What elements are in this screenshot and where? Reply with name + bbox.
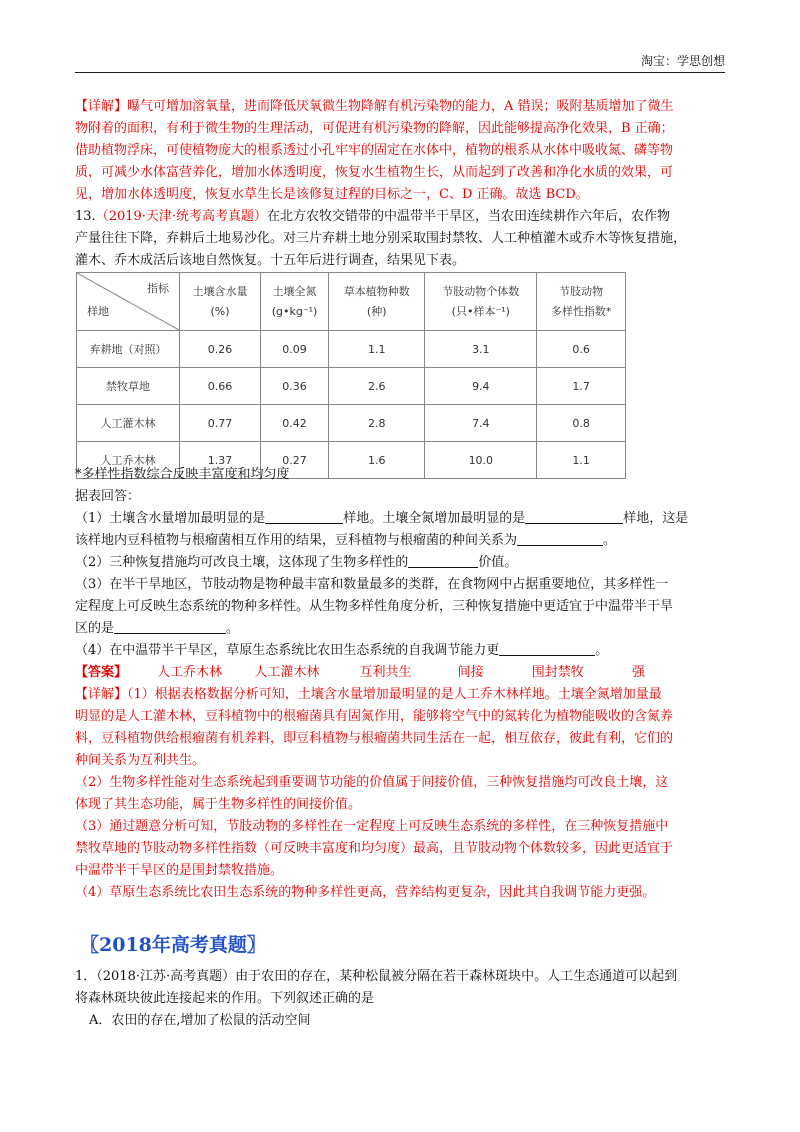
subquestion-1: （1）土壤含水量增加最明显的是 样地。土壤全氮增加最明显的是 样地，这是 (75, 511, 689, 526)
explain-line: （4）草原生态系统比农田生态系统的物种多样性更高，营养结构更复杂，因此其自我调节能力更强。 (75, 885, 656, 900)
answer-blank[interactable] (525, 509, 623, 524)
explain-line: 明显的是人工灌木林，豆科植物中的根瘤菌具有固氮作用，能够将空气中的氮转化为植物能吸收的含氮养 (75, 709, 674, 724)
explanation (75, 684, 723, 904)
table-row (77, 405, 626, 442)
corner-top-label: 指标 (147, 282, 169, 295)
table-cell: 0.66 (180, 368, 261, 405)
data-table (76, 272, 626, 479)
table-cell: 0.09 (261, 331, 329, 368)
subquestion-4: （4）在中温带半干旱区，草原生态系统比农田生态系统的自我调节能力更 。 (75, 643, 609, 658)
subquestion-3: （3）在半干旱地区，节肢动物是物种最丰富和数量最多的类群，在食物网中占据重要地位，其多样性一 (75, 577, 669, 592)
table-cell: 人工乔木林 (77, 442, 180, 479)
table-cell: 10.0 (425, 442, 537, 479)
table-cell: 0.77 (180, 405, 261, 442)
table-cell: 1.1 (329, 331, 425, 368)
explain-line: 种间关系为互利共生。 (75, 753, 206, 768)
answer-blank[interactable] (265, 509, 343, 524)
question-13-stem (75, 206, 723, 272)
prev-explain-line: 借助植物浮床，可使植物庞大的根系透过小孔牢牢的固定在水体中，植物的根系从水体中吸收氮、磷等物 (75, 143, 674, 158)
table-cell: 1.1 (537, 442, 626, 479)
answer-item: 间接 (457, 665, 484, 680)
stem-line: 灌木、乔木成活后该地自然恢复。十五年后进行调查，结果见下表。 (75, 253, 466, 268)
stem-line (75, 206, 723, 228)
table-cell: 1.37 (180, 442, 261, 479)
header-source: 淘宝：学思创想 (640, 54, 725, 68)
explain-line: （3）通过题意分析可知，节肢动物的多样性在一定程度上可反映生态系统的多样性，在三种恢复措施中 (75, 819, 669, 834)
table-cell: 0.36 (261, 368, 329, 405)
column-header: 节肢动物 多样性指数* (537, 273, 626, 331)
answer-item: 互利共生 (359, 665, 412, 680)
table-cell: 1.6 (329, 442, 425, 479)
question-13-subquestions (75, 464, 723, 662)
answer-blank[interactable] (517, 531, 603, 546)
question-1 (75, 966, 723, 1032)
answer-line (75, 662, 723, 684)
stem-line: 产量往往下降，弃耕后土地易沙化。对三片弃耕土地分别采取围封禁牧、人工种植灌木或乔木等恢复措施， (75, 231, 687, 246)
column-header: 土壤含水量 (%) (180, 273, 261, 331)
question-source: （2019·天津·统考高考真题） (95, 209, 268, 224)
table-cell: 0.42 (261, 405, 329, 442)
table-cell: 0.27 (261, 442, 329, 479)
explain-line: 【详解】（1）根据表格数据分析可知，土壤含水量增加最明显的是人工乔木林样地。土壤全氮增加量最 (75, 687, 662, 702)
table-cell: 人工灌木林 (77, 405, 180, 442)
section-title: 〖2018年高考真题〗 (80, 934, 266, 956)
table-row (77, 368, 626, 405)
subquestion-2: （2）三种恢复措施均可改良土壤，这体现了生物多样性的 价值。 (75, 555, 518, 570)
table-cell: 0.26 (180, 331, 261, 368)
answer-item: 围封禁牧 (531, 665, 584, 680)
column-header: 草本植物种数 (种) (329, 273, 425, 331)
answer-blank[interactable] (408, 553, 478, 568)
table-cell: 2.6 (329, 368, 425, 405)
corner-bottom-label: 样地 (87, 305, 109, 318)
table-cell: 禁牧草地 (77, 368, 180, 405)
answer-prompt: 据表回答： (75, 489, 141, 504)
page-header (75, 48, 725, 73)
table-cell: 3.1 (425, 331, 537, 368)
table-cell: 7.4 (425, 405, 537, 442)
question-line: 1．（2018·江苏·高考真题）由于农田的存在，某种松鼠被分隔在若干森林斑块中。人工生态通道可以起到 (75, 969, 678, 984)
column-header: 节肢动物个体数 (只•样本⁻¹) (425, 273, 537, 331)
question-number: 13. (75, 209, 96, 224)
stem-text: 在北方农牧交错带的中温带半干旱区，当农田连续耕作六年后，农作物 (267, 209, 671, 224)
table-row (77, 331, 626, 368)
prev-explain-line: 质，可减少水体富营养化，增加水体透明度，恢复水生植物生长，从而起到了改善和净化水质的效果，可 (75, 165, 674, 180)
table-corner-cell (77, 273, 180, 331)
column-header: 土壤全氮 (g•kg⁻¹) (261, 273, 329, 331)
answer-item: 强 (631, 665, 645, 680)
subquestion-1-cont: 该样地内豆科植物与根瘤菌相互作用的结果，豆科植物与根瘤菌的种间关系为 。 (75, 533, 617, 548)
explain-line: 禁牧草地的节肢动物多样性指数（可反映丰富度和均匀度）最高，且节肢动物个体数较多，因此更适宜于 (75, 841, 674, 856)
subquestion-3-cont: 定程度上可反映生态系统的物种多样性。从生物多样性角度分析，三种恢复措施中更适宜于中温带半干旱 (75, 599, 674, 614)
table-cell: 1.7 (537, 368, 626, 405)
table-cell: 2.8 (329, 405, 425, 442)
table-note: *多样性指数综合反映丰富度和均匀度 (75, 467, 290, 482)
prev-explain-line: 物附着的面积，有利于微生物的生理活动，可促进有机污染物的降解，因此能够提高净化效果，B 正确； (75, 121, 674, 136)
table-cell: 弃耕地（对照） (77, 331, 180, 368)
table-header-row (77, 273, 626, 331)
prev-explain-line: 见，增加水体透明度，恢复水草生长是该修复过程的目标之一，C、D 正确。故选 BCD。 (75, 187, 589, 202)
table-cell: 0.6 (537, 331, 626, 368)
subquestion-3-end: 区的是 。 (75, 621, 240, 636)
answer-blank[interactable] (499, 641, 595, 656)
explain-line: 体现了其生态功能，属于生物多样性的间接价值。 (75, 797, 362, 812)
answer-blank[interactable] (114, 619, 226, 634)
question-line: 将森林斑块彼此连接起来的作用。下列叙述正确的是 (75, 991, 375, 1006)
prev-explain-line: 【详解】曝气可增加溶氧量，进而降低厌氧微生物降解有机污染物的能力，A 错误；吸附基质增加了微生 (75, 99, 674, 114)
answer-item: 人工灌木林 (254, 665, 320, 680)
option-a: A．农田的存在,增加了松鼠的活动空间 (89, 1013, 311, 1028)
prev-explanation (75, 96, 723, 206)
table-cell: 9.4 (425, 368, 537, 405)
explain-line: 中温带半干旱区的是围封禁牧措施。 (75, 863, 284, 878)
answer-label: 【答案】 (75, 665, 128, 680)
answer-item: 人工乔木林 (157, 665, 223, 680)
explain-line: （2）生物多样性能对生态系统起到重要调节功能的价值属于间接价值，三种恢复措施均可改良土壤，这 (75, 775, 669, 790)
explain-line: 料，豆科植物供给根瘤菌有机养料，即豆科植物与根瘤菌共同生活在一起，相互依存，彼此有利，它们的 (75, 731, 674, 746)
table-cell: 0.8 (537, 405, 626, 442)
